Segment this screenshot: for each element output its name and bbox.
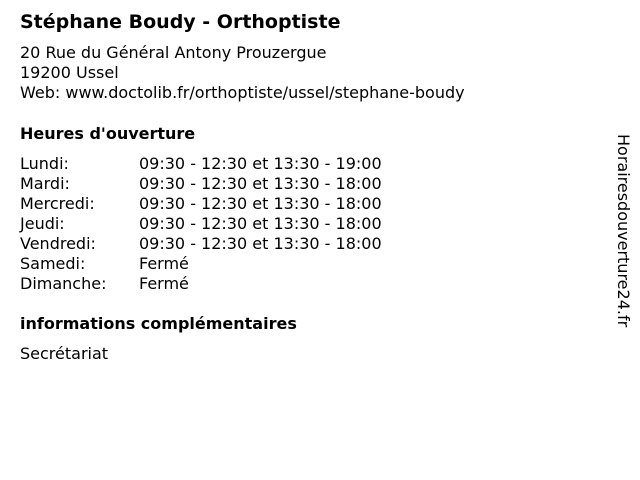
time-value: 09:30 - 12:30 et 13:30 - 18:00 [139,194,382,213]
hours-row-thursday [20,214,440,234]
day-label: Lundi: [20,154,69,173]
hours-table [20,154,440,294]
website-line: Web: www.doctolib.fr/orthoptiste/ussel/stephane-boudy [20,83,465,102]
hours-row-tuesday [20,174,440,194]
info-text: Secrétariat [20,344,109,363]
hours-heading: Heures d'ouverture [20,124,196,143]
hours-row-sunday [20,274,440,294]
day-label: Jeudi: [20,214,65,233]
hours-row-saturday [20,254,440,274]
time-value: Fermé [139,274,189,293]
site-watermark: Horairesdouverture24.fr [614,134,633,328]
day-label: Vendredi: [20,234,96,253]
hours-row-wednesday [20,194,440,214]
hours-row-monday [20,154,440,174]
info-heading: informations complémentaires [20,314,297,333]
business-name: Stéphane Boudy - Orthoptiste [20,11,341,33]
day-label: Mardi: [20,174,70,193]
time-value: 09:30 - 12:30 et 13:30 - 19:00 [139,154,382,173]
address-block [20,43,465,103]
day-label: Mercredi: [20,194,95,213]
address-city: 19200 Ussel [20,63,119,82]
day-label: Dimanche: [20,274,107,293]
time-value: Fermé [139,254,189,273]
day-label: Samedi: [20,254,86,273]
time-value: 09:30 - 12:30 et 13:30 - 18:00 [139,214,382,233]
address-street: 20 Rue du Général Antony Prouzergue [20,43,327,62]
time-value: 09:30 - 12:30 et 13:30 - 18:00 [139,234,382,253]
hours-row-friday [20,234,440,254]
time-value: 09:30 - 12:30 et 13:30 - 18:00 [139,174,382,193]
